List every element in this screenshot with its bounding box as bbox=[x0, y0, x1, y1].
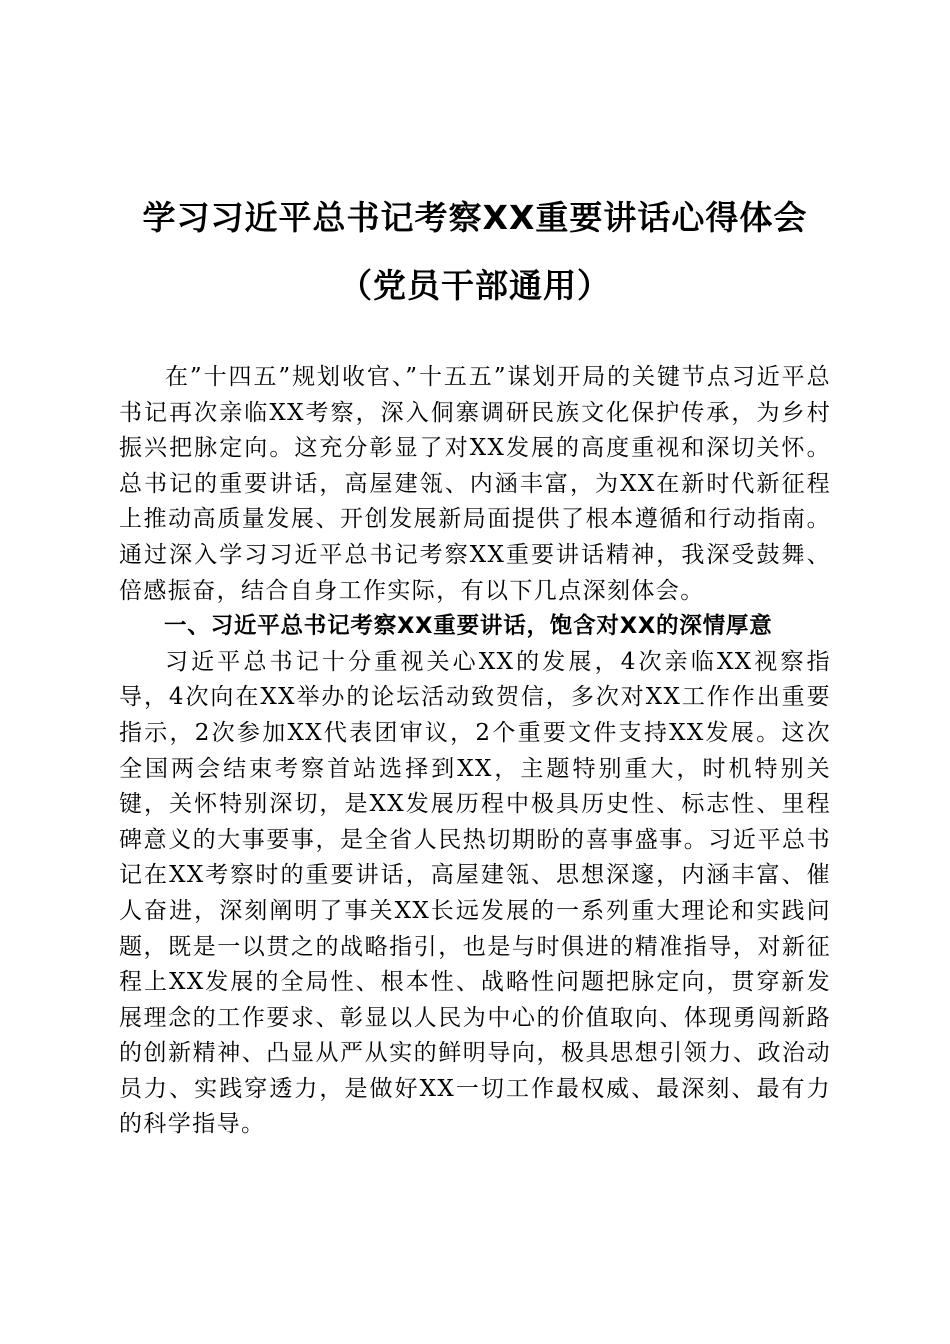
section-paragraph: 习近平总书记十分重视关心XX的发展，4次亲临XX视察指导，4次向在XX举办的论坛活动致贺信，多次对XX工作作出重要指示，2次参加XX代表团审议，2个重要文件支持XX发展。这次全国两会结束考察首站选择到XX，主题特别重大，时机特别关键，关怀特别深切，是XX发展历程中极具历史性、标志性、里程碑意义的大事要事，是全省人民热切期盼的喜事盛事。习近平总书记在XX考察时的重要讲话，高屋建瓴、思想深邃，内涵丰富、催人奋进，深刻阐明了事关XX长远发展的一系列重大理论和实践问题，既是一以贯之的战略指引，也是与时俱进的精准指导，对新征程上XX发展的全局性、根本性、战略性问题把脉定向，贯穿新发展理念的工作要求、彰显以人民为中心的价值取向、体现勇闯新路的创新精神、凸显从严从实的鲜明导向，极具思想引领力、政治动员力、实践穿透力，是做好XX一切工作最权威、最深刻、最有力的科学指导。 bbox=[119, 648, 831, 1138]
intro-paragraph: 在”十四五”规划收官、”十五五”谋划开局的关键节点习近平总书记再次亲临XX考察，深入侗寨调研民族文化保护传承，为乡村振兴把脉定向。这充分彰显了对XX发展的高度重视和深切关怀。总书记的重要讲话，高屋建瓴、内涵丰富，为XX在新时代新征程上推动高质量发展、开创发展新局面提供了根本遵循和行动指南。通过深入学习习近平总书记考察XX重要讲话精神，我深受鼓舞、倍感振奋，结合自身工作实际，有以下几点深刻体会。 bbox=[119, 364, 831, 604]
document-title: 学习习近平总书记考察XX重要讲话心得体会 bbox=[142, 198, 808, 237]
document-body bbox=[119, 360, 831, 1143]
section-heading: 一、习近平总书记考察XX重要讲话，饱含对XX的深情厚意 bbox=[164, 613, 773, 640]
document-subtitle: （党员干部通用） bbox=[339, 266, 611, 305]
